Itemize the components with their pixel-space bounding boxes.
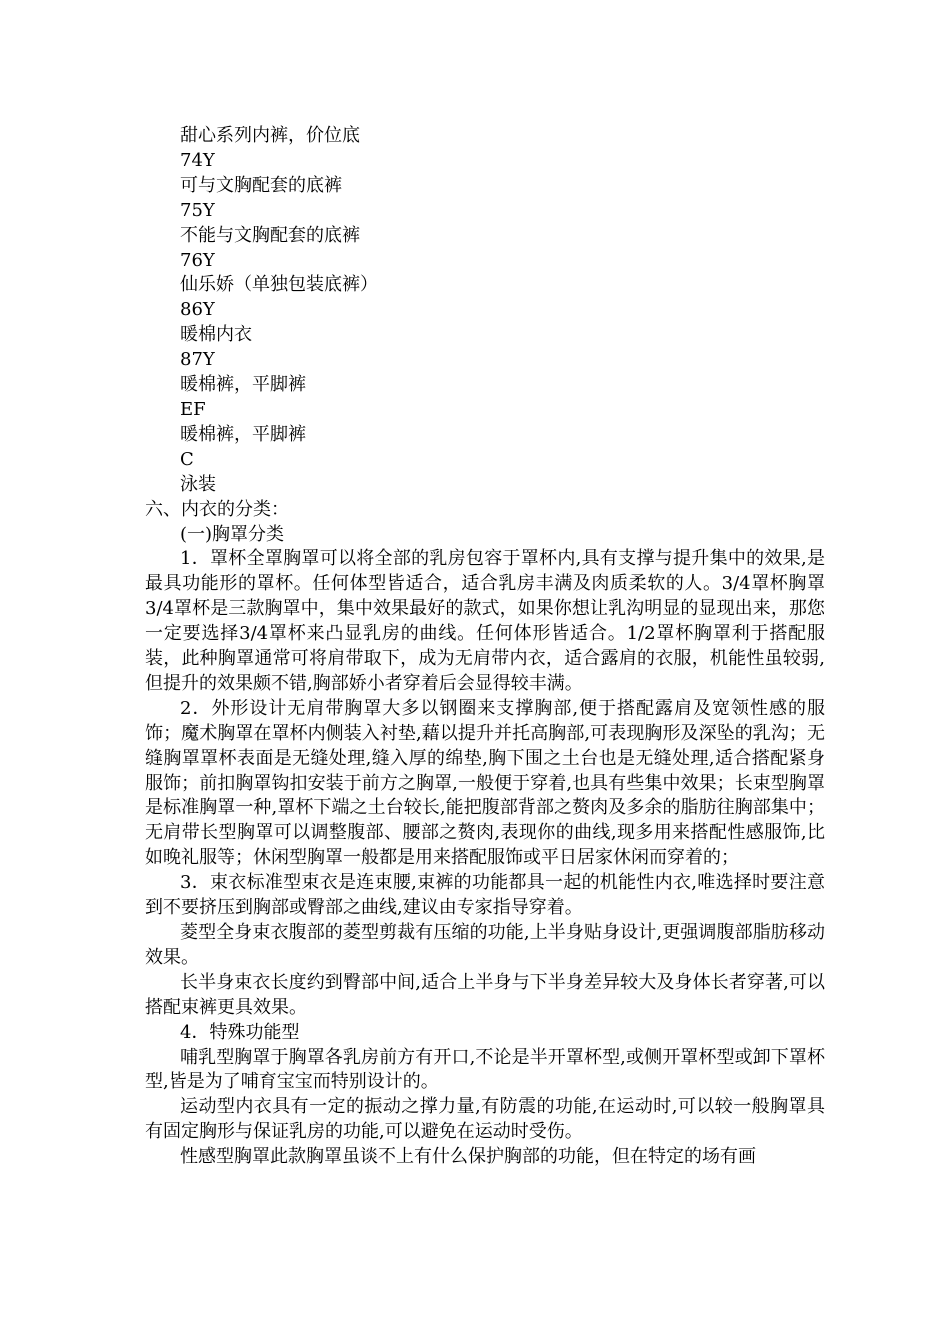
paragraph-design: 2．外形设计无肩带胸罩大多以钢圈来支撑胸部,便于搭配露肩及宽领性感的服饰；魔术胸罩在罩杯内侧装入衬垫,藉以提升并托高胸部,可表现胸形及深坠的乳沟；无缝胸罩罩杯表面是无缝处理,缝入厚的绵垫,胸下围之土台也是无缝处理,适合搭配紧身服饰；前扣胸罩钩扣安装于前方之胸罩,一般便于穿着,也具有些集中效果；长束型胸罩是标准胸罩一种,罩杯下端之土台较长,能把腹部背部之赘肉及多余的脂肪往胸部集中；无肩带长型胸罩可以调整腹部、腰部之赘肉,表现你的曲线,现多用来搭配性感服饰,比如晚礼服等；休闲型胸罩一般都是用来搭配服饰或平日居家休闲而穿着的； [145, 697, 825, 869]
list-item: 86Y [180, 299, 215, 321]
list-item: 仙乐娇（单独包装底裤） [180, 274, 378, 296]
paragraph-sports: 运动型内衣具有一定的振动之撑力量,有防震的功能,在运动时,可以较一般胸罩具有固定胸形与保证乳房的功能,可以避免在运动时受伤。 [145, 1096, 825, 1143]
list-item: 甜心系列内裤，价位底 [180, 125, 360, 146]
list-item: C [180, 448, 194, 470]
paragraph-cups: 1．罩杯全罩胸罩可以将全部的乳房包容于罩杯内,具有支撑与提升集中的效果,是最具功能形的罩杯。任何体型皆适合，适合乳房丰满及肉质柔软的人。3/4罩杯胸罩 3/4罩杯是三款胸罩中，集中效果最好的款式，如果你想让乳沟明显的显现出来，那您一定要选择3/4罩杯来凸显乳房的曲线。任何体形皆适合。1/2罩杯胸罩利于搭配服装，此种胸罩通常可将肩带取下，成为无肩带内衣，适合露肩的衣服，机能性虽较弱,但提升的效果颇不错,胸部娇小者穿着后会显得较丰满。 [145, 548, 825, 694]
list-item: 暖棉内衣 [180, 324, 252, 346]
list-item: 泳装 [180, 473, 216, 495]
paragraph-diamond: 菱型全身束衣腹部的菱型剪裁有压缩的功能,上半身贴身设计,更强调腹部脂肪移动效果。 [145, 922, 825, 968]
list-item: 不能与文胸配套的底裤 [180, 224, 360, 246]
list-item: 暖棉裤，平脚裤 [180, 423, 306, 445]
document-body [145, 124, 825, 1170]
list-item: 87Y [180, 349, 215, 371]
subsection-heading: (一)胸罩分类 [180, 523, 285, 545]
paragraph-long-corset: 长半身束衣长度约到臀部中间,适合上半身与下半身差异较大及身体长者穿著,可以搭配束裤更具效果。 [145, 971, 825, 1018]
list-item: EF [180, 398, 206, 420]
section-heading: 六、内衣的分类： [145, 498, 289, 520]
paragraph-corset: 3．束衣标准型束衣是连束腰,束裤的功能都具一起的机能性内衣,唯选择时要注意到不要挤压到胸部或臀部之曲线,建议由专家指导穿着。 [145, 872, 825, 919]
paragraph-sexy: 性感型胸罩此款胸罩虽谈不上有什么保护胸部的功能，但在特定的场有画 [180, 1146, 756, 1168]
list-item: 76Y [180, 249, 215, 271]
list-item: 暖棉裤，平脚裤 [180, 374, 306, 396]
paragraph-nursing: 哺乳型胸罩于胸罩各乳房前方有开口,不论是半开罩杯型,或侧开罩杯型或卸下罩杯型,皆是为了哺育宝宝而特别设计的。 [145, 1046, 825, 1093]
list-item: 75Y [180, 199, 215, 221]
list-item: 可与文胸配套的底裤 [180, 174, 342, 196]
paragraph-special-heading: 4．特殊功能型 [180, 1021, 300, 1043]
list-item: 74Y [180, 149, 215, 171]
